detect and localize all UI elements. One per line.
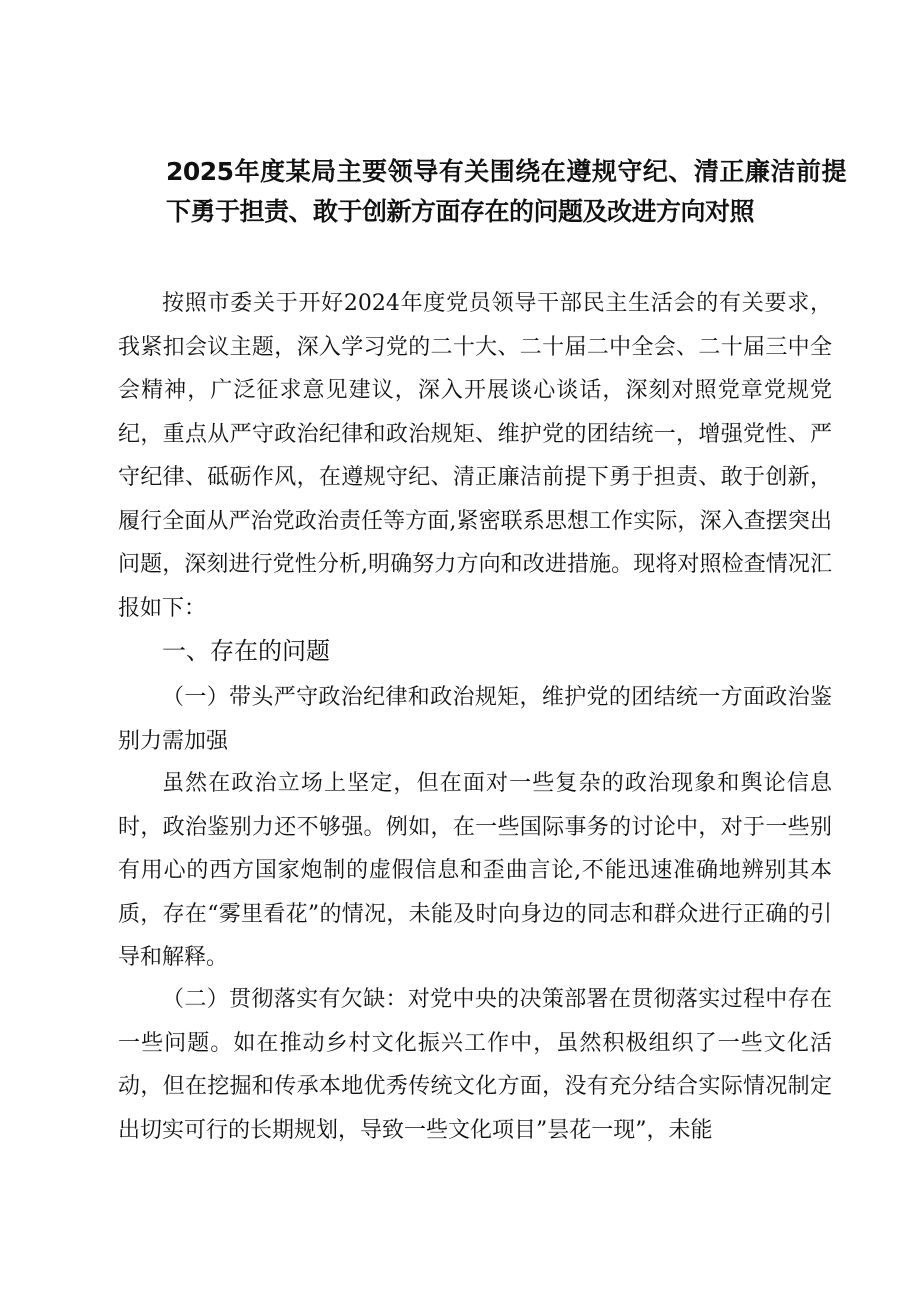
document-title: 2025年度某局主要领导有关围绕在遵规守纪、清正廉洁前提下勇于担责、敢于创新方面存在的问题及改进方向对照 (166, 157, 846, 226)
subsection-body-political-discernment: 虽然在政治立场上坚定，但在面对一些复杂的政治现象和舆论信息时，政治鉴别力还不够强。例如，在一些国际事务的讨论中，对于一些别有用心的西方国家炮制的虚假信息和歪曲言论,不能迅速准确地辨别其本质，存在“雾里看花”的情况，未能及时向身边的同志和群众进行正确的引导和解释。 (118, 771, 832, 970)
subsection-heading-political-discipline: （一）带头严守政治纪律和政治规矩，维护党的团结统一方面政治鉴别力需加强 (118, 685, 832, 754)
subsection-paragraph-implementation: （二）贯彻落实有欠缺：对党中央的决策部署在贯彻落实过程中存在一些问题。如在推动乡村文化振兴工作中，虽然积极组织了一些文化活动，但在挖掘和传承本地优秀传统文化方面，没有充分结合实际情况制定出切实可行的长期规划，导致一些文化项目”昙花一现”，未能 (118, 987, 832, 1143)
section-heading-problems: 一、存在的问题 (162, 637, 330, 665)
intro-paragraph: 按照市委关于开好2024年度党员领导干部民主生活会的有关要求，我紧扣会议主题，深入学习党的二十大、二十届二中全会、二十届三中全会精神，广泛征求意见建议，深入开展谈心谈话，深刻对照党章党规党纪，重点从严守政治纪律和政治规矩、维护党的团结统一，增强党性、严守纪律、砥砺作风，在遵规守纪、清正廉洁前提下勇于担责、敢于创新，履行全面从严治党政治责任等方面,紧密联系思想工作实际，深入查摆突出问题，深刻进行党性分析,明确努力方向和改进措施。现将对照检查情况汇报如下： (118, 291, 832, 621)
